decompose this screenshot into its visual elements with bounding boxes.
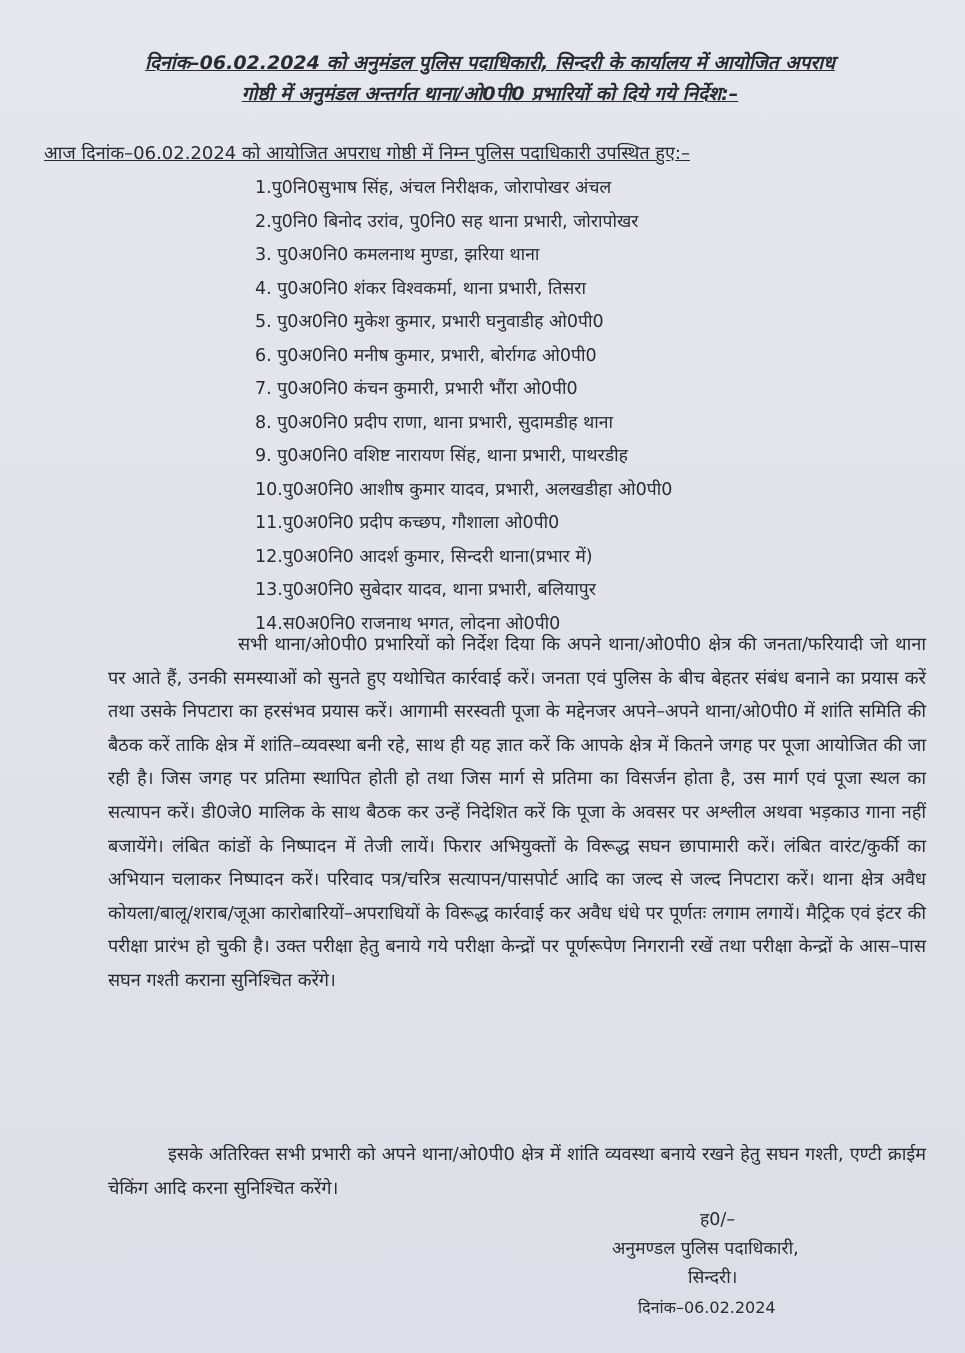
- attendee-item: 7. पु0अ0नि0 कंचन कुमारी, प्रभारी भौंरा ओ0पी0: [255, 379, 578, 399]
- signature-date: दिनांक–06.02.2024: [638, 1298, 776, 1317]
- attendee-item: 6. पु0अ0नि0 मनीष कुमार, प्रभारी, बोर्रागढ ओ0पी0: [255, 345, 597, 366]
- attendee-item: 1.पु0नि0सुभाष सिंह, अंचल निरीक्षक, जोरापोखर अंचल: [255, 178, 612, 198]
- signature-block: [600, 1206, 900, 1322]
- signatory-designation: अनुमण्डल पुलिस पदाधिकारी,: [612, 1239, 799, 1259]
- signatory-place: सिन्दरी।: [688, 1268, 738, 1288]
- attendee-item: 3. पु0अ0नि0 कमलनाथ मुण्डा, झरिया थाना: [255, 245, 540, 265]
- attendee-list: [255, 172, 895, 641]
- attendee-item: 13.पु0अ0नि0 सुबेदार यादव, थाना प्रभारी, बलियापुर: [255, 580, 596, 600]
- attendee-item: 12.पु0अ0नि0 आदर्श कुमार, सिन्दरी थाना(प्रभार में): [255, 546, 593, 567]
- attendee-item: 4. पु0अ0नि0 शंकर विश्वकर्मा, थाना प्रभारी, तिसरा: [255, 278, 586, 299]
- attendee-item: 5. पु0अ0नि0 मुकेश कुमार, प्रभारी घनुवाडीह ओ0पी0: [255, 312, 604, 332]
- heading-line-2: गोष्ठी में अनुमंडल अन्तर्गत थाना/ओ0पी0 प्रभारियों को दिये गये निर्देश:–: [241, 83, 739, 105]
- attendee-item: 8. पु0अ0नि0 प्रदीप राणा, थाना प्रभारी, सुदामडीह थाना: [255, 412, 614, 433]
- attendee-item: 9. पु0अ0नि0 वशिष्ट नारायण सिंह, थाना प्रभारी, पाथरडीह: [255, 446, 628, 466]
- heading-line-1: दिनांक–06.02.2024 को अनुमंडल पुलिस पदाधिकारी, सिन्दरी के कार्यालय में आयोजित अपराध: [145, 52, 835, 74]
- signature-mark: ह0/–: [700, 1210, 736, 1230]
- attendee-item: 11.पु0अ0नि0 प्रदीप कच्छप, गौशाला ओ0पी0: [255, 513, 560, 533]
- attendee-item: 14.स0अ0नि0 राजनाथ भगत, लोदना ओ0पी0: [255, 613, 561, 634]
- directive-paragraph: सभी थाना/ओ0पी0 प्रभारियों को निर्देश दिया कि अपने थाना/ओ0पी0 क्षेत्र की जनता/फरियादी जो थाना पर आते हैं, उनकी समस्याओं को सुनते हुए यथोचित कार्रवाई करें। जनता एवं पुलिस के बीच बेहतर संबंध बनाने का प्रयास करें तथा उसके निपटारा का हरसंभव प्रयास करें। आगामी सरस्वती पूजा के मद्देनजर अपने–अपने थाना/ओ0पी0 में शांति समिति की बैठक करें ताकि क्षेत्र में शांति–व्यवस्था बनी रहे, साथ ही यह ज्ञात करें कि आपके क्षेत्र में कितने जगह पर पूजा आयोजित की जा रही है। जिस जगह पर प्रतिमा स्थापित होती हो तथा जिस मार्ग से प्रतिमा का विसर्जन होता है, उस मार्ग एवं पूजा स्थल का सत्यापन करें। डी0जे0 मालिक के साथ बैठक कर उन्हें निदेशित करें कि पूजा के अवसर पर अश्लील अथवा भड़काउ गाना नहीं बजायेंगे। लंबित कांडों के निष्पादन में तेजी लायें। फिरार अभियुक्तों के विरूद्ध सघन छापामारी करें। लंबित वारंट/कुर्की का अभियान चलाकर निष्पादन करें। परिवाद पत्र/चरित्र सत्यापन/पासपोर्ट आदि का जल्द से जल्द निपटारा करें। थाना क्षेत्र अवैध कोयला/बालू/शराब/जूआ कारोबारियों–अपराधियों के विरूद्ध कार्रवाई कर अवैध धंधे पर पूर्णतः लगाम लगायें। मैट्रिक एवं इंटर की परीक्षा प्रारंभ हो चुकी है। उक्त परीक्षा हेतु बनाये गये परीक्षा केन्द्रों पर पूर्णरूपेण निगरानी रखें तथा परीक्षा केन्द्रों के आस–पास सघन गश्ती कराना सुनिश्चित करेंगे।: [108, 634, 926, 991]
- additional-directive-paragraph: इसके अतिरिक्त सभी प्रभारी को अपने थाना/ओ0पी0 क्षेत्र में शांति व्यवस्था बनाये रखने हेतु सघन गश्ती, एण्टी क्राईम चेकिंग आदि करना सुनिश्चित करेंगे।: [108, 1144, 926, 1199]
- attendee-item: 10.पु0अ0नि0 आशीष कुमार यादव, प्रभारी, अलखडीहा ओ0पी0: [255, 479, 673, 500]
- attendee-item: 2.पु0नि0 बिनोद उरांव, पु0नि0 सह थाना प्रभारी, जोरापोखर: [255, 211, 639, 232]
- attendance-intro: आज दिनांक–06.02.2024 को आयोजित अपराध गोष्ठी में निम्न पुलिस पदाधिकारी उपस्थित हुए:–: [44, 143, 690, 164]
- document-heading: [70, 48, 910, 110]
